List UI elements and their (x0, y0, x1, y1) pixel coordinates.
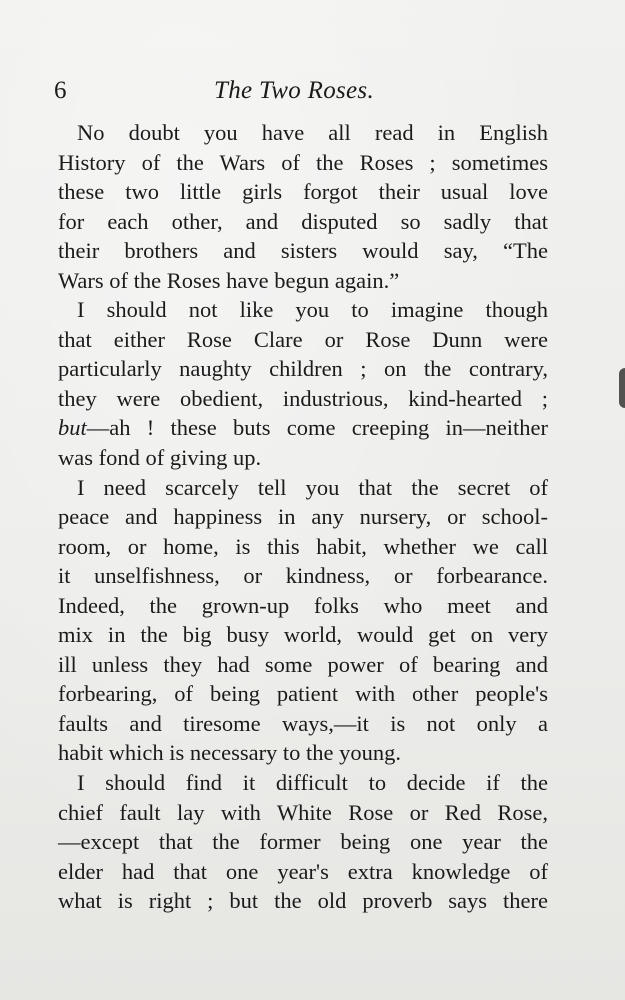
text-line: habit which is necessary to the young. (58, 740, 402, 766)
text-line: these two little girls forgot their usual love (58, 179, 548, 205)
text-line: No doubt you have all read in English (77, 120, 548, 145)
text-line: I should find it difficult to decide if the (77, 770, 548, 796)
text-line: History of the Wars of the Roses ; sometimes (58, 149, 548, 175)
text-line: room, or home, is this habit, whether we call (58, 533, 548, 559)
running-title: The Two Roses. (214, 77, 374, 104)
text-line: elder had that one year's extra knowledge of (58, 858, 548, 884)
text-line: faults and tiresome ways,—it is not only a (58, 710, 548, 736)
text-line: ill unless they had some power of bearing and (58, 651, 548, 677)
text-line: what is right ; but the old proverb says there (58, 888, 548, 914)
text-line: it unselfishness, or kindness, or forbearance. (58, 563, 548, 589)
text-line: forbearing, of being patient with other people's (58, 681, 548, 707)
text-line: they were obedient, industrious, kind-hearted ; (58, 385, 548, 411)
text-line: but—ah ! these buts come creeping in—neither (58, 415, 548, 441)
text-line: that either Rose Clare or Rose Dunn were (58, 326, 548, 352)
page-edge-mark (619, 368, 625, 408)
body-text (58, 118, 548, 916)
text-line: I should not like you to imagine though (77, 297, 548, 323)
text-line: —except that the former being one year the (58, 829, 548, 855)
text-line: peace and happiness in any nursery, or school- (58, 504, 548, 530)
text-line: I need scarcely tell you that the secret of (77, 474, 548, 500)
text-line: mix in the big busy world, would get on very (58, 622, 548, 648)
text-line: was fond of giving up. (58, 445, 262, 471)
italic-word: but (58, 415, 87, 441)
text-line: their brothers and sisters would say, “The (58, 238, 548, 264)
text-line: for each other, and disputed so sadly that (58, 208, 548, 234)
text-line: particularly naughty children ; on the contrary, (58, 356, 548, 382)
text-line: chief fault lay with White Rose or Red Rose, (58, 799, 548, 825)
page-number: 6 (54, 77, 67, 104)
text-line: Indeed, the grown-up folks who meet and (58, 592, 548, 618)
text-line: Wars of the Roses have begun again.” (58, 267, 400, 293)
